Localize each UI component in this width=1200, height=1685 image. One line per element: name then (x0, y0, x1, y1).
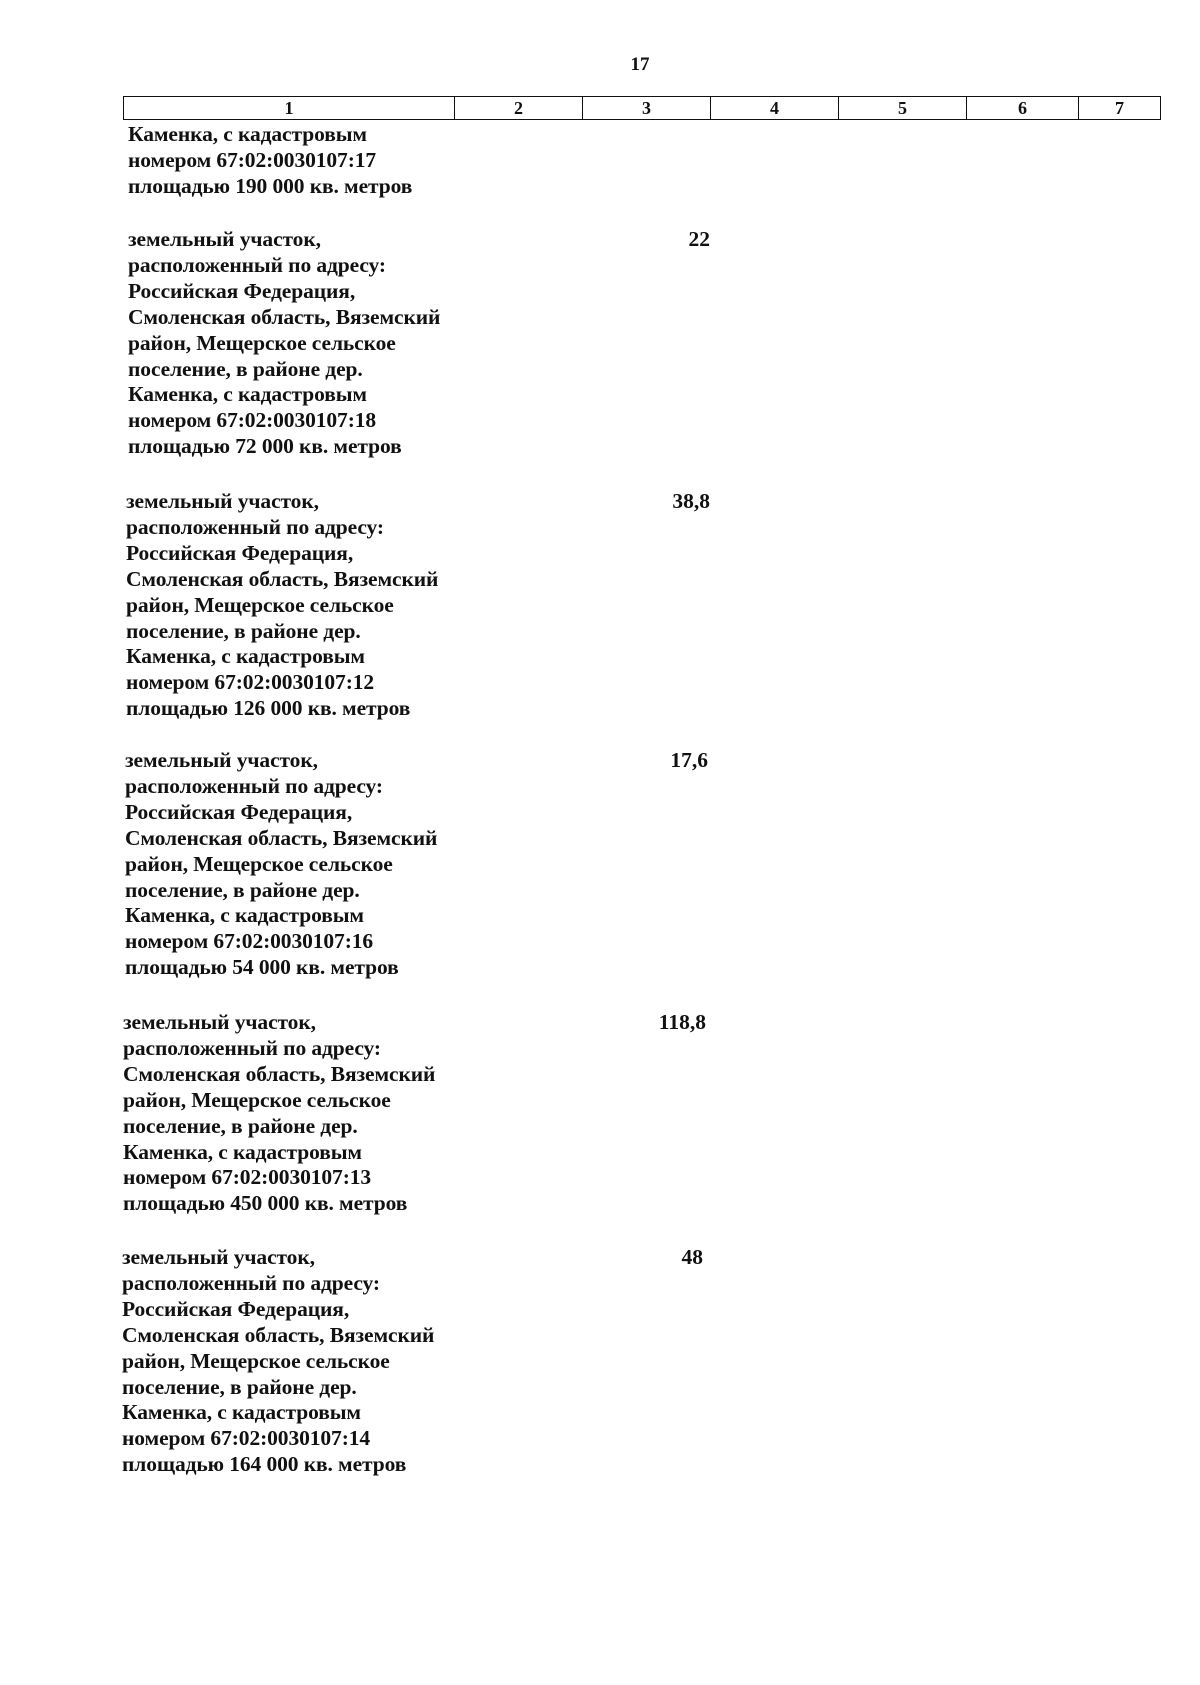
table-row-value: 38,8 (672, 489, 710, 513)
table-row-value: 48 (681, 1245, 703, 1269)
table-row-description: земельный участок, расположенный по адресу: Смоленская область, Вяземский район, Мещерское сельское поселение, в районе дер. Каменка, с кадастровым номером 67:02:0030107:13 площадью 450 000 кв. метров (123, 1010, 436, 1216)
column-header-7: 7 (1115, 98, 1124, 118)
table-row-description: земельный участок, расположенный по адресу: Российская Федерация, Смоленская область, Вяземский район, Мещерское сельское поселение, в районе дер. Каменка, с кадастровым номером 67:02:0030107:16 площадью 54 000 кв. метров (125, 748, 438, 980)
table-row-description: земельный участок, расположенный по адресу: Российская Федерация, Смоленская область, Вяземский район, Мещерское сельское поселение, в районе дер. Каменка, с кадастровым номером 67:02:0030107:12 площадью 126 000 кв. метров (126, 489, 439, 721)
column-header-3: 3 (583, 97, 711, 119)
table-row-value: 17,6 (670, 748, 708, 772)
column-header-5: 5 (839, 97, 967, 119)
column-header-6: 6 (967, 97, 1079, 119)
page-number: 17 (630, 54, 650, 75)
column-header-4: 4 (711, 97, 839, 119)
table-row-description: земельный участок, расположенный по адресу: Российская Федерация, Смоленская область, Вяземский район, Мещерское сельское поселение, в районе дер. Каменка, с кадастровым номером 67:02:0030107:18 площадью 72 000 кв. метров (128, 227, 441, 459)
table-row-description: Каменка, с кадастровым номером 67:02:0030107:17 площадью 190 000 кв. метров (128, 122, 413, 198)
table-row-description: земельный участок, расположенный по адресу: Российская Федерация, Смоленская область, Вяземский район, Мещерское сельское поселение, в районе дер. Каменка, с кадастровым номером 67:02:0030107:14 площадью 164 000 кв. метров (122, 1245, 435, 1477)
table-row-value: 22 (688, 227, 710, 251)
table-row-value: 118,8 (658, 1010, 706, 1034)
column-header-1: 1 (124, 97, 455, 119)
column-header-2: 2 (455, 97, 583, 119)
table-header (123, 96, 1161, 120)
